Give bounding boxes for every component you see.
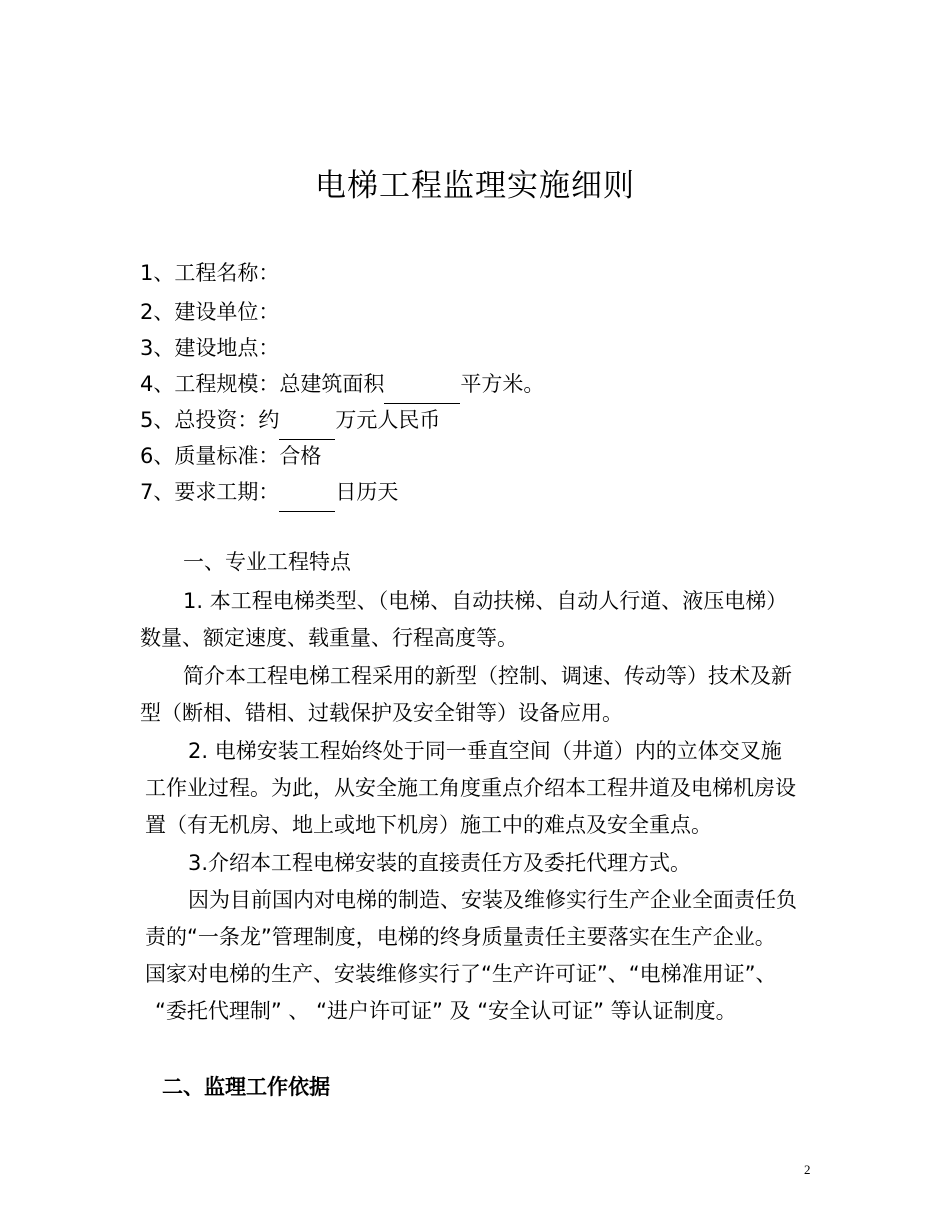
para5-line2: 责的“一条龙”管理制度，电梯的终身质量责任主要落实在生产企业。 — [145, 925, 776, 949]
section1-heading: 一、专业工程特点 — [183, 550, 351, 574]
para3-line2: 工作业过程。为此，从安全施工角度重点介绍本工程井道及电梯机房设 — [145, 776, 796, 800]
info-scale-label: 4、工程规模：总建筑面积 — [140, 372, 385, 396]
para5-line4: “委托代理制” 、 “进户许可证” 及 “安全认可证” 等认证制度。 — [155, 999, 737, 1023]
para4-line1: 3.介绍本工程电梯安装的直接责任方及委托代理方式。 — [188, 851, 692, 875]
info-project-name: 1、工程名称： — [140, 261, 280, 285]
para1-line2: 数量、额定速度、载重量、行程高度等。 — [140, 626, 518, 650]
info-construction-site: 3、建设地点： — [140, 336, 280, 360]
blank-duration — [279, 477, 335, 512]
para2-line1: 简介本工程电梯工程采用的新型（控制、调速、传动等）技术及新 — [183, 664, 792, 688]
info-scale — [140, 369, 544, 404]
page-number: 2 — [804, 1162, 811, 1177]
para2-line2: 型（断相、错相、过载保护及安全钳等）设备应用。 — [140, 701, 623, 725]
info-duration-unit: 日历天 — [335, 480, 399, 504]
para3-line3: 置（有无机房、地上或地下机房）施工中的难点及安全重点。 — [145, 813, 712, 837]
info-quality-label: 6、质量标准： — [140, 444, 280, 468]
blank-area — [384, 369, 460, 404]
info-investment-label: 5、总投资：约 — [140, 408, 280, 432]
para1-line1: 1. 本工程电梯类型、（电梯、自动扶梯、自动人行道、液压电梯） — [183, 589, 788, 613]
blank-investment — [279, 405, 335, 440]
para5-line1: 因为目前国内对电梯的制造、安装及维修实行生产企业全面责任负 — [188, 888, 797, 912]
info-investment — [140, 405, 440, 440]
info-quality-value: 合格 — [279, 444, 322, 468]
info-scale-unit: 平方米。 — [460, 372, 545, 396]
info-duration — [140, 477, 398, 512]
info-quality — [140, 441, 321, 471]
para3-line1: 2. 电梯安装工程始终处于同一垂直空间（井道）内的立体交叉施 — [188, 739, 782, 763]
para5-line3: 国家对电梯的生产、安装维修实行了“生产许可证”、“电梯准用证”、 — [145, 962, 777, 986]
info-construction-unit: 2、建设单位： — [140, 300, 280, 324]
page-title: 电梯工程监理实施细则 — [315, 168, 635, 204]
info-investment-unit: 万元人民币 — [335, 408, 441, 432]
section2-heading: 二、监理工作依据 — [162, 1075, 330, 1099]
info-duration-label: 7、要求工期： — [140, 480, 280, 504]
